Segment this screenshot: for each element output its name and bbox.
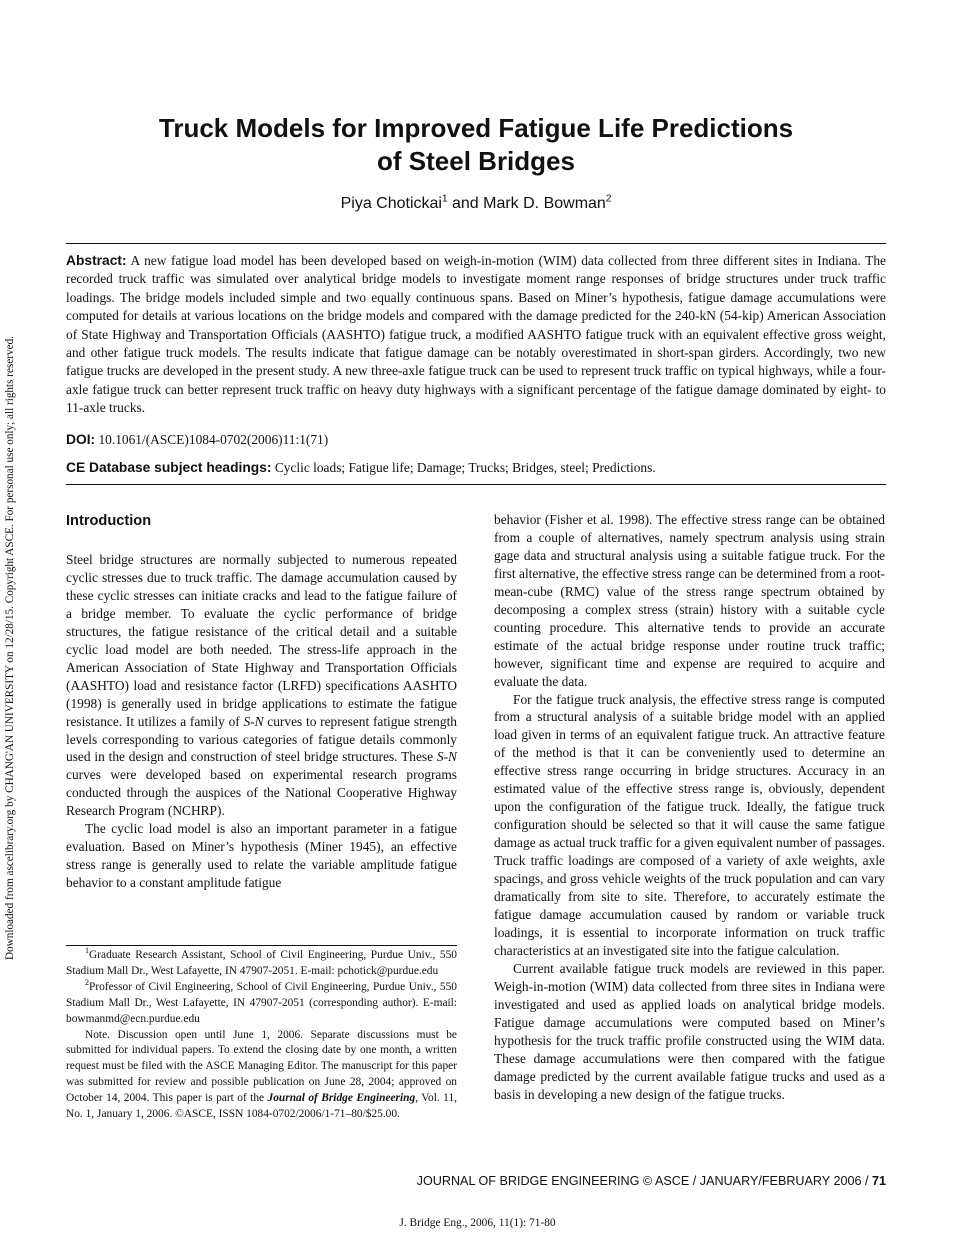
introduction-heading: Introduction [66, 513, 152, 529]
footnote-1-text: Graduate Research Assistant, School of Civil Engineering, Purdue Univ., 550 Stadium Mall Dr., West Lafayette, IN 47907-2051. E-mail: pchotick@purdue.edu [66, 949, 457, 977]
sn-term-1: S-N [243, 713, 264, 729]
intro-paragraph-1-part-b: curves to represent fatigue strength levels corresponding to various categories of fatigue details commonly used in the design and construction of steel bridge structures. These [66, 713, 457, 765]
author-connector: and [447, 195, 484, 212]
author-2-footnote-mark: 2 [605, 193, 612, 205]
left-column-body [66, 551, 457, 892]
doi-label: DOI: [66, 432, 96, 447]
intro-paragraph-1-part-c: curves were developed based on experimental research programs conducted through the auspices of the National Cooperative Highway Research Program (NCHRP). [66, 767, 457, 819]
intro-paragraph-1 [66, 551, 457, 820]
abstract-label: Abstract: [66, 253, 127, 268]
doi-line [66, 431, 886, 449]
journal-footer-text: JOURNAL OF BRIDGE ENGINEERING © ASCE / JANUARY/FEBRUARY 2006 / [416, 1174, 872, 1188]
footnote-2 [66, 980, 457, 1028]
abstract-text: A new fatigue load model has been developed based on weigh-in-motion (WIM) data collected from three different sites in Indiana. The recorded truck traffic was simulated over analytical bridge models to investigate moment range responses of bridge structures under truck traffic loadings. The bridge models included simple and two equally continuous spans. Based on Miner’s hypothesis, fatigue damage accumulations were computed for details at various locations on the bridge models and compared with the damage predicted for the 240-kN (54-kip) American Association of State Highway and Transportation Officials (AASHTO) fatigue truck, a modified AASHTO fatigue truck with an equivalent effective gross weight, and other fatigue truck models. The results indicate that fatigue damage can be notably overestimated in short-span girders. Accordingly, two new fatigue trucks are developed in the present study. A new three-axle fatigue truck can be used to represent truck traffic on typical highways, while a four-axle fatigue truck can better represent truck traffic on heavy duty highways with a significant percentage of the fatigue damage dominated by eight- to 11-axle trucks. [66, 253, 886, 416]
footnote-1-mark: 1 [85, 946, 89, 956]
discussion-note [66, 1028, 457, 1123]
author-list [66, 193, 886, 215]
footnotes-block [66, 948, 457, 1123]
page-number: 71 [871, 1174, 886, 1188]
journal-footer [300, 1173, 886, 1189]
title-line-1: Truck Models for Improved Fatigue Life Predictions [158, 113, 794, 143]
intro-paragraph-1-part-a: Steel bridge structures are normally subjected to numerous repeated cyclic stresses due to truck traffic. The damage accumulation caused by these cyclic stresses can initiate cracks and lead to the fatigue failure of a bridge member. To evaluate the cyclic performance of bridge structures, the fatigue resistance of the critical detail and a suitable cyclic load model are both needed. The stress-life approach in the American Association of State Highway and Transportation Officials (AASHTO) load and resistance factor (LRFD) specifications AASHTO (1998) is generally used in bridge applications to estimate the fatigue resistance. It utilizes a family of [66, 552, 457, 729]
right-column-body [494, 511, 885, 1103]
discussion-note-part-b: , Vol. 11, No. 1, January 1, 2006. ©ASCE, ISSN 1084-0702/2006/1-71–80/$25.00. [66, 1092, 457, 1121]
abstract-block [66, 252, 886, 418]
subject-headings-line [66, 459, 886, 477]
download-watermark: Downloaded from ascelibrary.org by CHANG'AN UNIVERSITY on 12/28/15. Copyright ASCE. For personal use only; all rights reserved. [4, 336, 16, 960]
abstract-bottom-rule [66, 484, 886, 485]
footnote-2-mark: 2 [85, 978, 89, 988]
subject-headings-value: Cyclic loads; Fatigue life; Damage; Trucks; Bridges, steel; Predictions. [274, 460, 656, 475]
author-1-name: Piya Chotickai [340, 195, 442, 212]
footnote-1 [66, 948, 457, 980]
doi-value: 10.1061/(ASCE)1084-0702(2006)11:1(71) [98, 432, 329, 447]
sn-term-2: S-N [436, 749, 457, 765]
abstract-top-rule [66, 243, 886, 244]
subject-headings-label: CE Database subject headings: [66, 460, 272, 475]
footnote-2-text: Professor of Civil Engineering, School of Civil Engineering, Purdue Univ., 550 Stadium Mall Dr., West Lafayette, IN 47907-2051 (corresponding author). E-mail: bowmanmd@ecn.purdue.edu [66, 980, 457, 1025]
article-title [66, 112, 886, 178]
intro-paragraph-4: For the fatigue truck analysis, the effective stress range is computed from a structural analysis of a suitable bridge model with an applied load given in terms of an equivalent fatigue truck. An attractive feature of the method is that it can be conveniently used to determine an effective stress range occurring in bridge structures. Accuracy in an estimated value of the effective stress range is, obviously, dependent upon the configuration of the fatigue truck. Ideally, the fatigue truck configuration should be selected so that it will cause the same fatigue damage as actual truck traffic for a given equivalent number of passages. Truck traffic loadings are composed of a variety of axle weights, axle spacings, and gross vehicle weights of the truck population and can vary dramatically from site to site. Therefore, to accurately estimate the fatigue damage accumulation caused by random or variable truck loadings, it is essential to incorporate information on truck traffic characteristics at an investigated site into the fatigue calculation. [494, 691, 885, 958]
intro-paragraph-3: behavior (Fisher et al. 1998). The effective stress range can be obtained from a couple of alternatives, namely spectrum analysis using strain gage data and structural analysis using a suitable fatigue truck. For the first alternative, the effective stress range can be determined from a root-mean-cube (RMC) value of the stress range spectrum obtained by decomposing a complex stress (strain) history with a suitable cycle counting procedure. This alternative tends to provide an accurate estimate of the actual bridge response under routine truck traffic; however, significant time and expense are required to acquire and evaluate the data. [494, 512, 885, 689]
title-line-2: of Steel Bridges [377, 146, 575, 176]
author-1-footnote-mark: 1 [441, 193, 448, 205]
intro-paragraph-5: Current available fatigue truck models are reviewed in this paper. Weigh-in-motion (WIM) data collected from three sites in Indiana were investigated and used as applied loads on analytical bridge models. Fatigue damage accumulations were computed based on Miner’s hypothesis for the truck traffic profile constructed using the WIM data. These damage accumulations were then compared with the fatigue damage predicted by the current available fatigue trucks and used as a basis in developing a new design of the fatigue trucks. [494, 960, 885, 1102]
discussion-note-part-a: Note. Discussion open until June 1, 2006. Separate discussions must be submitted for individual papers. To extend the closing date by one month, a written request must be filed with the ASCE Managing Editor. The manuscript for this paper was submitted for review and possible publication on June 28, 2004; approved on October 14, 2004. This paper is part of the [66, 1028, 457, 1105]
intro-paragraph-2: The cyclic load model is also an important parameter in a fatigue evaluation. Based on Miner’s hypothesis (Miner 1945), an effective stress range is generally used to relate the variable amplitude fatigue behavior to a constant amplitude fatigue [66, 821, 457, 891]
footnote-rule [66, 945, 457, 946]
author-2-name: Mark D. Bowman [483, 195, 606, 212]
citation-footer: J. Bridge Eng., 2006, 11(1): 71-80 [399, 1217, 556, 1229]
journal-name-italic: Journal of Bridge Engineering [267, 1092, 416, 1105]
